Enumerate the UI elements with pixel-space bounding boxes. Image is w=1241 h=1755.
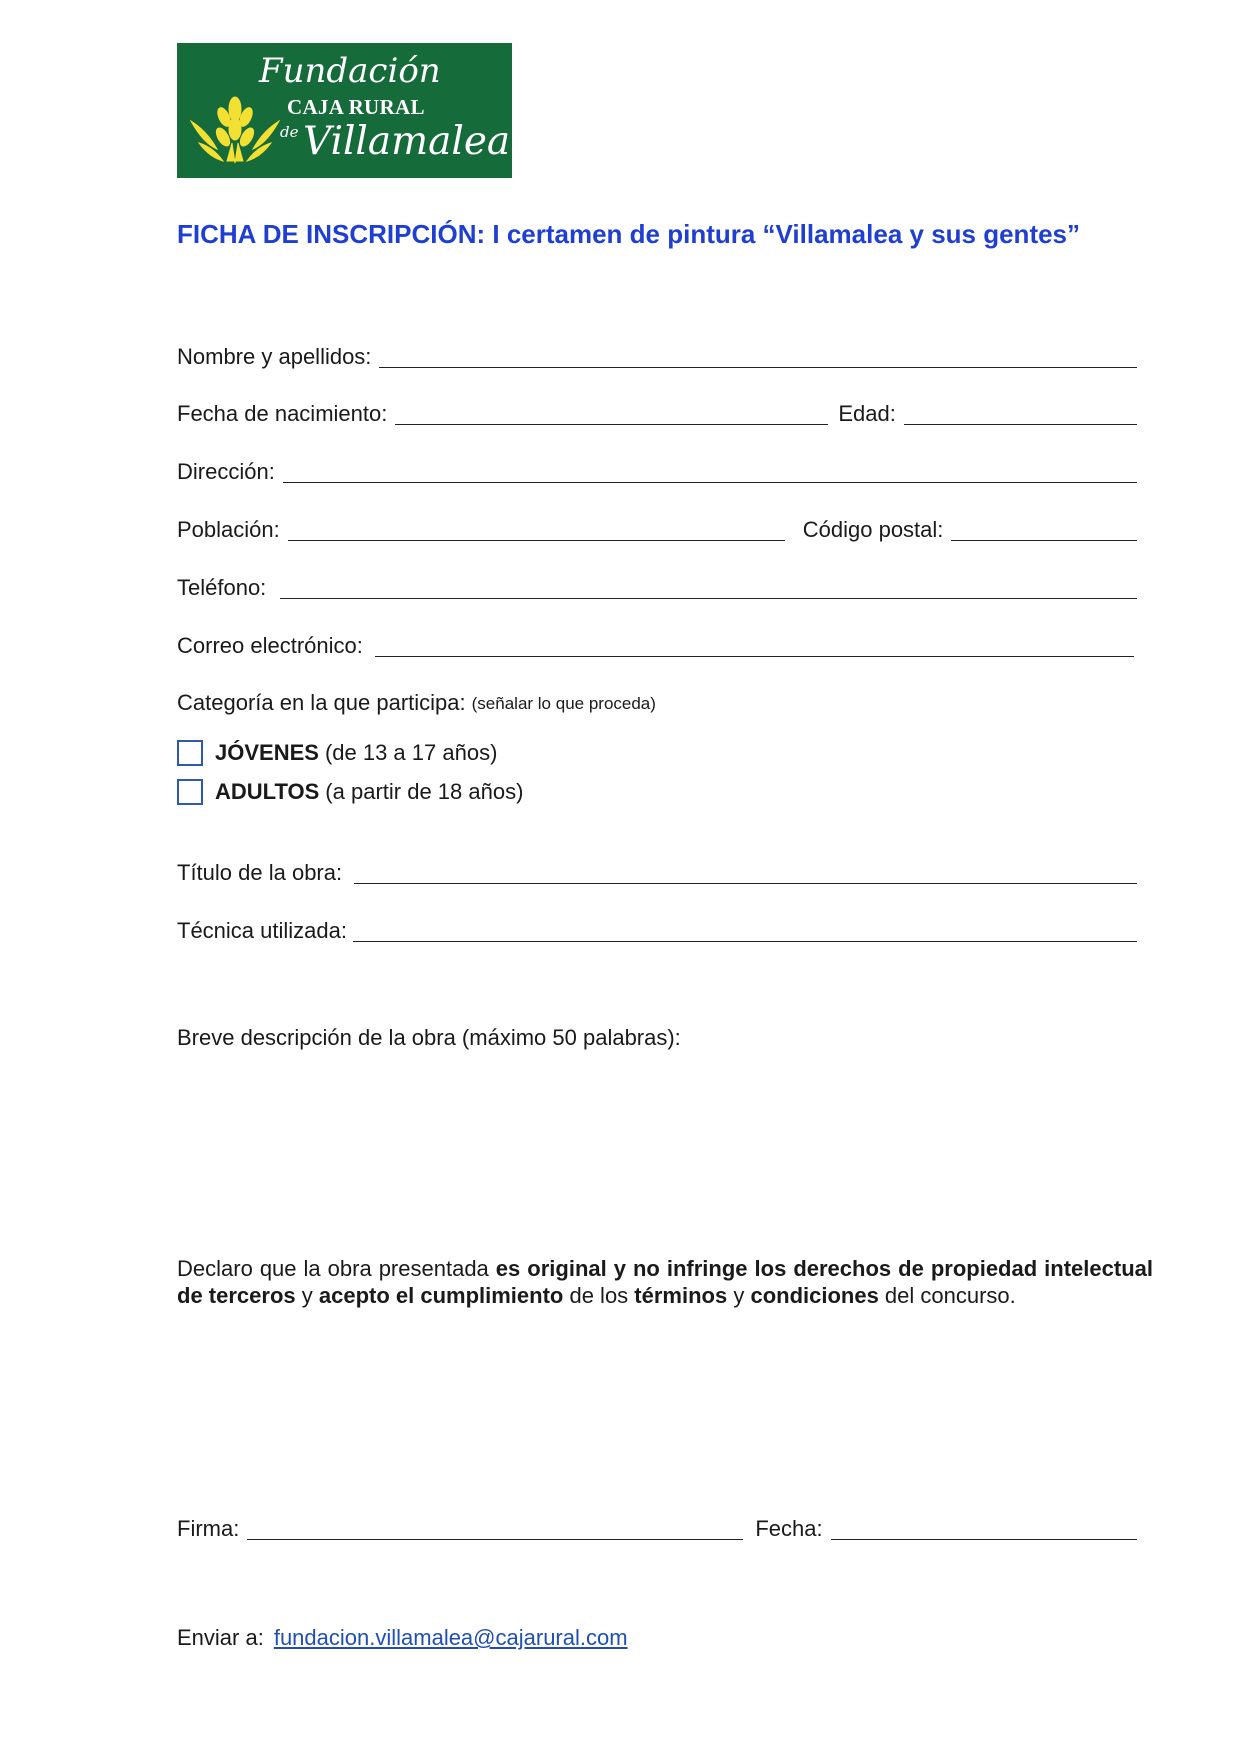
poblacion-cp-row (177, 507, 1137, 543)
declaration-part: y (727, 1283, 751, 1308)
tecnica-row (177, 908, 1137, 944)
telefono-label: Teléfono: (177, 575, 267, 600)
nombre-label: Nombre y apellidos: (177, 344, 372, 369)
descripcion-label: Breve descripción de la obra (máximo 50 palabras): (177, 1025, 681, 1050)
titulo-row (177, 850, 1137, 886)
categoria-row (177, 680, 1137, 716)
tecnica-field[interactable] (353, 919, 1137, 942)
declaration-part: de los (563, 1283, 635, 1308)
poblacion-field[interactable] (288, 518, 785, 541)
declaration-text (177, 1255, 1153, 1309)
logo-line-de: de (280, 123, 299, 141)
declaration-bold: es original y no infringe los derechos de propiedad intelectual de terceros (177, 1256, 1153, 1308)
declaration-bold: acepto el cumplimiento (318, 1283, 564, 1308)
direccion-field[interactable] (283, 460, 1137, 483)
declaration-part: Declaro que la obra presentada (177, 1256, 496, 1281)
adultos-checkbox[interactable] (177, 779, 203, 805)
telefono-field[interactable] (280, 576, 1137, 599)
titulo-label: Título de la obra: (177, 860, 343, 885)
adultos-detail: (a partir de 18 años) (325, 779, 524, 804)
jovenes-label: JÓVENES (215, 740, 319, 765)
logo-line-caja-rural: CAJA RURAL (287, 95, 425, 119)
titulo-field[interactable] (354, 861, 1137, 884)
declaration-part: del concurso. (878, 1283, 1016, 1308)
codigo-postal-label: Código postal: (802, 517, 944, 542)
categoria-hint: (señalar lo que proceda) (471, 694, 656, 713)
codigo-postal-field[interactable] (951, 518, 1137, 541)
nombre-field[interactable] (379, 345, 1137, 368)
jovenes-detail: (de 13 a 17 años) (324, 740, 498, 765)
declaration-part: y (295, 1283, 319, 1308)
send-label: Enviar a: (177, 1625, 264, 1650)
fecha-field[interactable] (831, 1517, 1137, 1540)
form-title: FICHA DE INSCRIPCIÓN: I certamen de pintura “Villamalea y sus gentes” (177, 219, 1081, 249)
email-link[interactable]: fundacion.villamalea@cajarural.com (273, 1625, 628, 1650)
fecha-edad-row (177, 391, 1137, 427)
declaration-bold: condiciones (750, 1283, 879, 1308)
telefono-row (177, 565, 1137, 601)
tecnica-label: Técnica utilizada: (177, 918, 347, 943)
declaration-bold: términos (634, 1283, 728, 1308)
fecha-nacimiento-field[interactable] (395, 402, 828, 425)
categoria-label: Categoría en la que participa: (177, 690, 466, 715)
nombre-row (177, 334, 1137, 370)
correo-label: Correo electrónico: (177, 633, 363, 658)
fecha-label: Fecha: (755, 1516, 823, 1541)
firma-fecha-row (177, 1506, 1137, 1542)
poblacion-label: Población: (177, 517, 280, 542)
jovenes-checkbox[interactable] (177, 740, 203, 766)
correo-field[interactable] (375, 634, 1134, 657)
edad-label: Edad: (838, 401, 896, 426)
direccion-label: Dirección: (177, 459, 275, 484)
firma-field[interactable] (247, 1517, 743, 1540)
correo-row (177, 623, 1137, 659)
edad-field[interactable] (904, 402, 1137, 425)
fecha-nacimiento-label: Fecha de nacimiento: (177, 401, 388, 426)
firma-label: Firma: (177, 1516, 240, 1541)
logo-line-fundacion: Fundación (259, 51, 441, 91)
send-to (177, 1625, 628, 1651)
fundacion-logo (177, 43, 512, 178)
category-option-adultos[interactable] (177, 779, 523, 805)
direccion-row (177, 449, 1137, 485)
logo-line-villamalea: Villamalea (303, 119, 511, 164)
adultos-label: ADULTOS (215, 779, 320, 804)
category-option-jovenes[interactable] (177, 740, 497, 766)
